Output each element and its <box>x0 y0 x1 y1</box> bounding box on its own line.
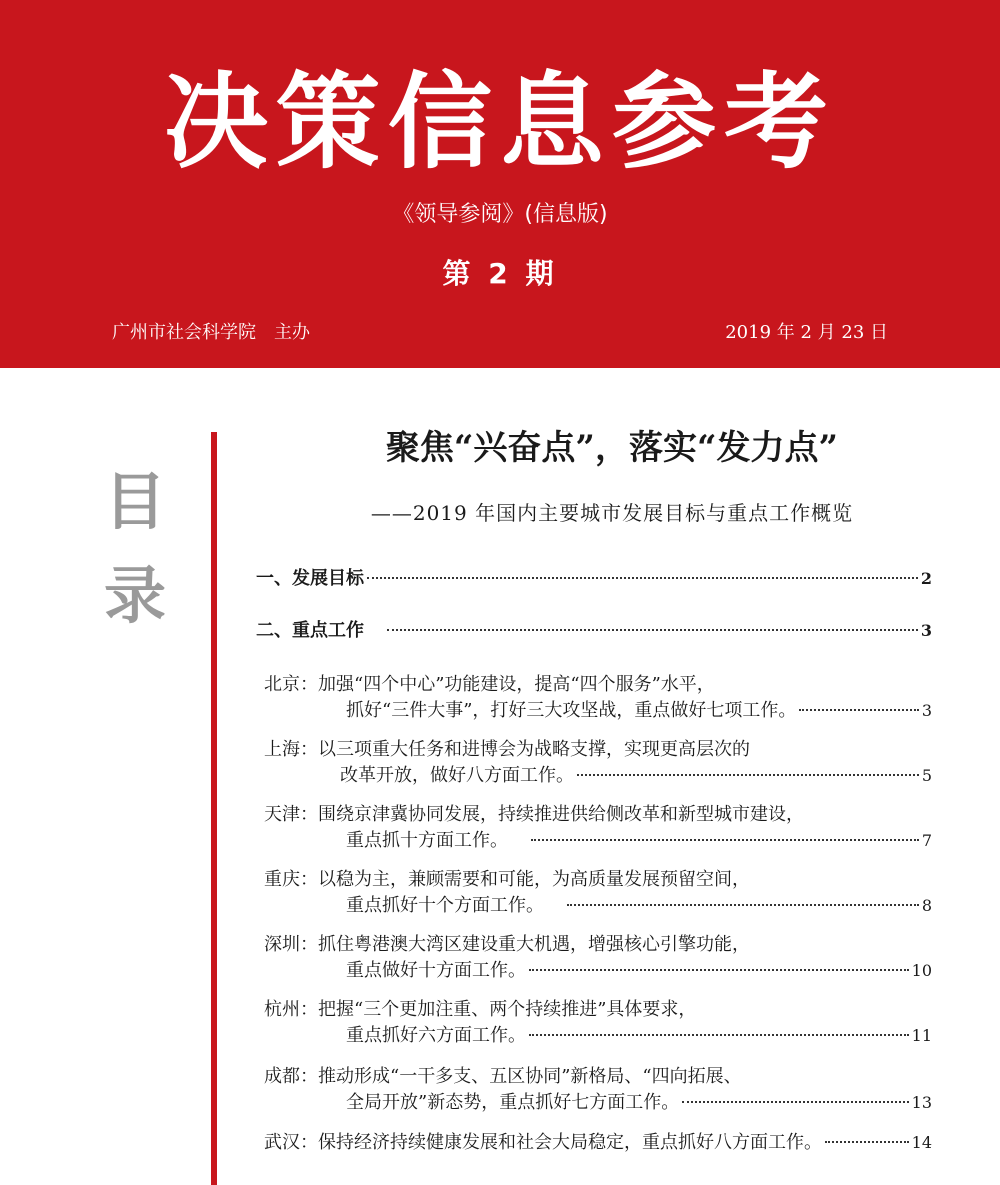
toc-page-number: 3 <box>921 701 932 720</box>
toc-label: 抓好“三件大事”，打好三大攻坚战，重点做好七项工作。 <box>346 700 797 721</box>
toc-entry-tianjin-line-1[interactable]: 天津：围绕京津冀协同发展，持续推进供给侧改革和新型城市建设， <box>264 804 804 825</box>
toc-leader <box>531 839 919 841</box>
masthead-subtitle: 《领导参阅》(信息版) <box>392 202 608 227</box>
toc-page-number: 3 <box>920 621 932 640</box>
toc-entry-shanghai-line-1[interactable]: 上海：以三项重大任务和进博会为战略支撑，实现更高层次的 <box>264 739 750 760</box>
toc-entry-tianjin-line-2[interactable] <box>346 828 932 854</box>
toc-label: 全局开放”新态势，重点抓好七方面工作。 <box>346 1092 680 1113</box>
toc-entry-chongqing-line-2[interactable] <box>346 893 932 919</box>
toc-entry-chengdu-line-2[interactable] <box>346 1090 932 1116</box>
toc-entry-chongqing-line-1[interactable]: 重庆：以稳为主，兼顾需要和可能，为高质量发展预留空间， <box>264 869 750 890</box>
toc-leader <box>825 1141 909 1143</box>
masthead-title: 决策信息参考 <box>163 61 836 183</box>
toc-leader <box>387 629 918 631</box>
toc-page-number: 11 <box>911 1026 932 1045</box>
toc-entry-shenzhen-line-1[interactable]: 深圳：抓住粤港澳大湾区建设重大机遇，增强核心引擎功能， <box>264 934 750 955</box>
document-subtitle: ——2019 年国内主要城市发展目标与重点工作概览 <box>370 501 854 525</box>
toc-label: 改革开放，做好八方面工作。 <box>340 765 574 786</box>
toc-section-development-goals[interactable] <box>256 566 932 592</box>
toc-entry-hangzhou-line-2[interactable] <box>346 1023 932 1049</box>
toc-leader <box>529 1034 909 1036</box>
toc-side-char-2: 录 <box>103 559 166 632</box>
toc-entry-chengdu-line-1[interactable]: 成都：推动形成“一干多支、五区协同”新格局、“四向拓展、 <box>264 1066 742 1087</box>
toc-page-number: 8 <box>921 896 932 915</box>
toc-leader <box>567 904 919 906</box>
toc-page-number: 13 <box>911 1093 932 1112</box>
toc-leader <box>367 577 918 579</box>
toc-label: 二、重点工作 <box>256 620 364 641</box>
publisher: 广州市社会科学院 主办 <box>112 322 310 343</box>
toc-leader <box>799 709 918 711</box>
toc-page-number: 5 <box>921 766 932 785</box>
toc-label: 重点抓好十个方面工作。 <box>346 895 544 916</box>
toc-entry-wuhan[interactable] <box>264 1130 932 1156</box>
toc-leader <box>529 969 909 971</box>
toc-leader <box>682 1101 908 1103</box>
toc-label: 一、发展目标 <box>256 568 364 589</box>
toc-entry-beijing-line-1[interactable]: 北京：加强“四个中心”功能建设，提高“四个服务”水平， <box>264 674 715 695</box>
toc-label: 重点抓好六方面工作。 <box>346 1025 526 1046</box>
toc-section-key-tasks[interactable] <box>256 618 932 644</box>
toc-entry-beijing-line-2[interactable] <box>346 698 932 724</box>
publish-date: 2019 年 2 月 23 日 <box>725 322 888 343</box>
toc-page-number: 10 <box>911 961 932 980</box>
toc-leader <box>577 774 919 776</box>
toc-label: 重点抓十方面工作。 <box>346 830 508 851</box>
toc-entry-shanghai-line-2[interactable] <box>340 763 932 789</box>
toc-label: 武汉：保持经济持续健康发展和社会大局稳定，重点抓好八方面工作。 <box>264 1132 822 1153</box>
toc-entry-shenzhen-line-2[interactable] <box>346 958 932 984</box>
toc-page-number: 14 <box>911 1133 932 1152</box>
toc-label: 重点做好十方面工作。 <box>346 960 526 981</box>
toc-page-number: 2 <box>920 569 932 588</box>
toc-page-number: 7 <box>921 831 932 850</box>
toc-side-char-1: 目 <box>103 465 166 538</box>
document-title: 聚焦“兴奋点”，落实“发力点” <box>385 428 839 468</box>
issue-number: 第 2 期 <box>442 257 558 290</box>
toc-entry-hangzhou-line-1[interactable]: 杭州：把握“三个更加注重、两个持续推进”具体要求， <box>264 999 697 1020</box>
